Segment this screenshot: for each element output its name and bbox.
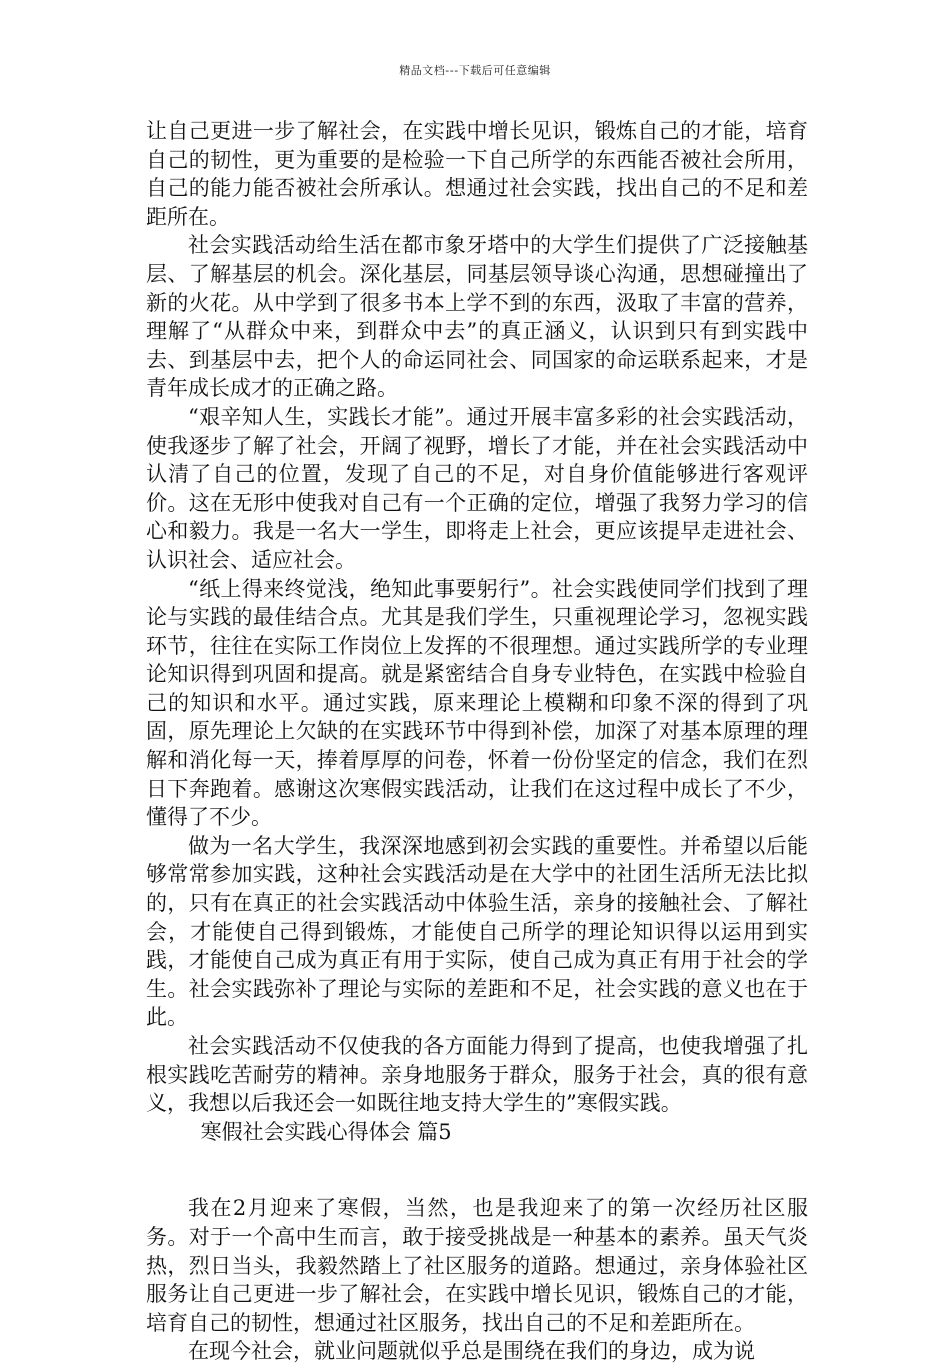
paragraph-3: “艰辛知人生，实践长才能”。通过开展丰富多彩的社会实践活动，使我逐步了解了社会，开阔了视野，增长了才能，并在社会实践活动中认清了自己的位置，发现了自己的不足，对自身价值能够进行客观评价。这在无形中使我对自己有一个正确的定位，增强了我努力学习的信心和毅力。我是一名大一学生，即将走上社会，更应该提早走进社会、认识社会、适应社会。 <box>146 404 808 572</box>
paragraph-8: 在现今社会，就业问题就似乎总是围绕在我们的身边，成为说 <box>188 1339 755 1364</box>
paragraph-2: 社会实践活动给生活在都市象牙塔中的大学生们提供了广泛接触基层、了解基层的机会。深化基层，同基层领导谈心沟通，思想碰撞出了新的火花。从中学到了很多书本上学不到的东西，汲取了丰富的营养，理解了“从群众中来，到群众中去”的真正涵义，认识到只有到实践中去、到基层中去，把个人的命运同社会、同国家的命运联系起来，才是青年成长成才的正确之路。 <box>146 233 808 401</box>
section-title: 寒假社会实践心得体会 篇5 <box>200 1119 452 1144</box>
paragraph-5: 做为一名大学生，我深深地感到初会实践的重要性。并希望以后能够常常参加实践，这种社会实践活动是在大学中的社团生活所无法比拟的，只有在真正的社会实践活动中体验生活，亲身的接触社会、了解社会，才能使自己得到锻炼，才能使自己所学的理论知识得以运用到实践，才能使自己成为真正有用于实际，使自己成为真正有用于社会的学生。社会实践弥补了理论与实际的差距和不足，社会实践的意义也在于此。 <box>146 833 808 1030</box>
paragraph-7: 我在2月迎来了寒假，当然，也是我迎来了的第一次经历社区服务。对于一个高中生而言，敢于接受挑战是一种基本的素养。虽天气炎热，烈日当头，我毅然踏上了社区服务的道路。想通过，亲身体验社区服务让自己更进一步了解社会，在实践中增长见识，锻炼自己的才能，培育自己的韧性，想通过社区服务，找出自己的不足和差距所在。 <box>146 1196 808 1335</box>
document-body <box>146 117 808 1366</box>
page-header: 精品文档---下载后可任意编辑 <box>399 64 551 77</box>
section-spacer <box>146 1146 808 1194</box>
paragraph-4: “纸上得来终觉浅，绝知此事要躬行”。社会实践使同学们找到了理论与实践的最佳结合点。尤其是我们学生，只重视理论学习，忽视实践环节，往往在实际工作岗位上发挥的不很理想。通过实践所学的专业理论知识得到巩固和提高。就是紧密结合自身专业特色，在实践中检验自己的知识和水平。通过实践，原来理论上模糊和印象不深的得到了巩固，原先理论上欠缺的在实践环节中得到补偿，加深了对基本原理的理解和消化每一天，捧着厚厚的问卷，怀着一份份坚定的信念，我们在烈日下奔跑着。感谢这次寒假实践活动，让我们在这过程中成长了不少，懂得了不少。 <box>146 576 808 830</box>
paragraph-6: 社会实践活动不仅使我的各方面能力得到了提高，也使我增强了扎根实践吃苦耐劳的精神。亲身地服务于群众，服务于社会，真的很有意义，我想以后我还会一如既往地支持大学生的”寒假实践。 <box>146 1034 808 1116</box>
paragraph-1: 让自己更进一步了解社会，在实践中增长见识，锻炼自己的才能，培育自己的韧性，更为重要的是检验一下自己所学的东西能否被社会所用，自己的能力能否被社会所承认。想通过社会实践，找出自己的不足和差距所在。 <box>146 119 808 229</box>
